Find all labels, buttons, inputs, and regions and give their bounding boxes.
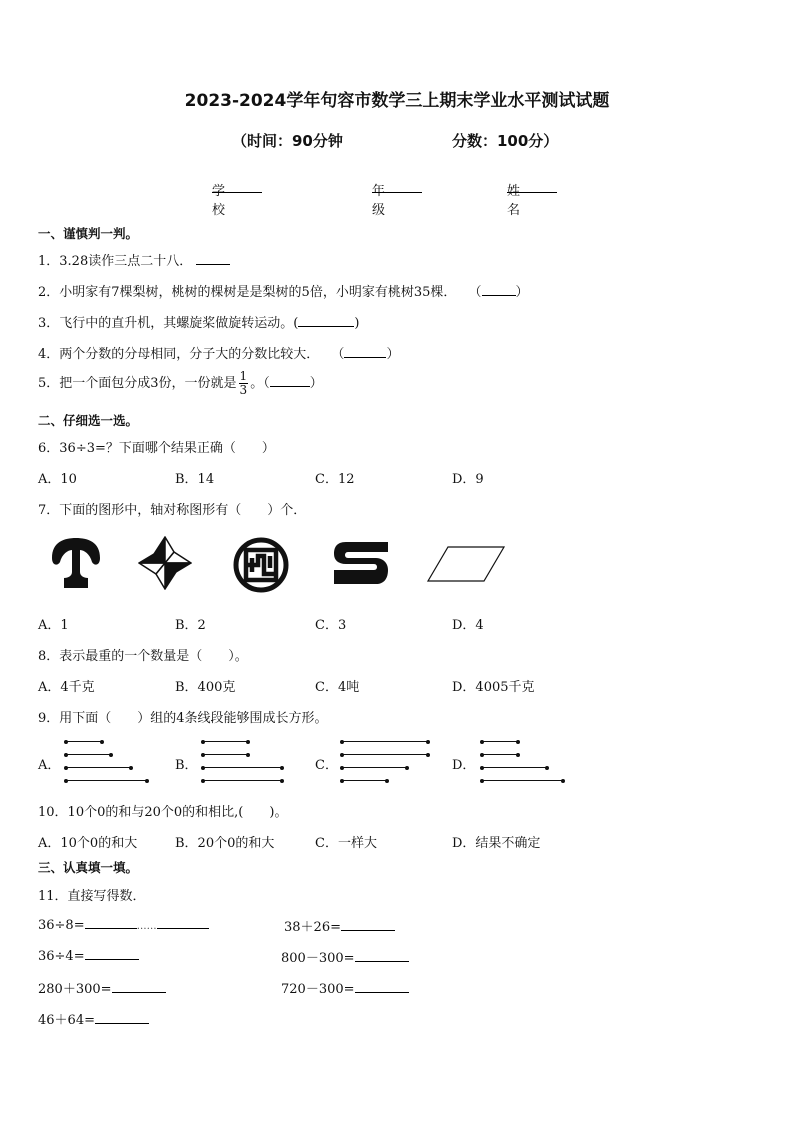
segment-endpoint [340,779,344,783]
question-1: 1．3.28读作三点二十八． [38,250,230,269]
q9-option-c[interactable]: C． [315,758,338,773]
calc-item: 36÷8= …… [38,916,209,933]
segment-endpoint [246,740,250,744]
segment-endpoint [280,779,284,783]
line-segment [66,754,111,755]
segment-endpoint [340,740,344,744]
q10-option-b[interactable]: B．20个0的和大 [175,836,275,851]
q9-option-d[interactable]: D． [452,758,476,773]
calc-item: 800－300= [281,947,409,966]
segment-endpoint [201,766,205,770]
segment-endpoint [516,740,520,744]
segment-endpoint [480,779,484,783]
section-title-choose: 二、仔细选一选。 [38,413,139,428]
question-5: 5．把一个面包分成3份，一份就是 $\frac{1}{3}$ 。（ ） [38,369,323,397]
exam-title: 2023-2024学年句容市数学三上期末学业水平测试试题 [184,91,610,111]
question-9: 9．用下面（ ）组的4条线段能够围成长方形。 [38,711,328,726]
line-segment [203,754,248,755]
answer-blank[interactable] [85,947,139,960]
answer-blank[interactable] [355,980,409,993]
line-segment [342,780,387,781]
fraction: $\frac{1}{3}$ [239,369,248,397]
segment-endpoint [109,753,113,757]
q7-option-b[interactable]: B．2 [175,618,206,633]
segment-endpoint [201,740,205,744]
line-segment [66,780,147,781]
segment-endpoint [145,779,149,783]
time-label: （时间：90分钟 [232,132,343,150]
q8-option-c[interactable]: C．4吨 [315,680,360,695]
segment-endpoint [64,766,68,770]
q10-option-d[interactable]: D．结果不确定 [452,836,541,851]
q6-option-b[interactable]: B．14 [175,472,215,487]
line-segment [342,767,407,768]
q7-option-a[interactable]: A．1 [38,618,69,633]
question-10: 10．10个0的和与20个0的和相比,( )。 [38,805,288,820]
question-2: 2．小明家有7棵梨树，桃树的棵树是是梨树的5倍，小明家有桃树35棵． （ ） [38,285,529,300]
question-8: 8．表示最重的一个数量是（ ）。 [38,649,248,664]
calc-item: 38＋26= [284,916,395,935]
q10-option-c[interactable]: C．一样大 [315,836,377,851]
calc-item: 36÷4= [38,947,139,964]
q7-option-c[interactable]: C．3 [315,618,347,633]
segment-endpoint [340,753,344,757]
segment-endpoint [480,753,484,757]
segment-endpoint [340,766,344,770]
line-segment [342,754,428,755]
q6-option-a[interactable]: A．10 [38,472,77,487]
bank-logo-icon [232,536,290,594]
segment-endpoint [64,779,68,783]
pinwheel-icon [136,534,194,592]
q10-option-a[interactable]: A．10个0的和大 [38,836,138,851]
line-segment [342,741,428,742]
line-segment [203,741,248,742]
segment-endpoint [64,740,68,744]
segment-endpoint [561,779,565,783]
segment-endpoint [426,740,430,744]
answer-blank[interactable] [298,314,354,327]
line-segment [482,741,518,742]
question-3: 3．飞行中的直升机，其螺旋桨做旋转运动。( ) [38,316,360,331]
question-6: 6．36÷3=？下面哪个结果正确（ ） [38,441,275,456]
q6-option-d[interactable]: D．9 [452,472,484,487]
q6-option-c[interactable]: C．12 [315,472,355,487]
score-label: 分数：100分） [452,132,559,150]
segment-endpoint [64,753,68,757]
calc-item: 720－300= [281,978,409,997]
segment-endpoint [516,753,520,757]
segment-endpoint [480,766,484,770]
anchor-logo-icon [48,536,104,592]
line-segment [482,767,547,768]
answer-blank[interactable] [482,283,516,296]
answer-blank[interactable] [85,916,137,929]
q8-option-d[interactable]: D．4005千克 [452,680,535,695]
segment-endpoint [545,766,549,770]
segment-endpoint [426,753,430,757]
line-segment [66,741,102,742]
segment-endpoint [100,740,104,744]
answer-blank[interactable] [355,949,409,962]
answer-blank[interactable] [95,1011,149,1024]
answer-blank[interactable] [112,980,166,993]
calc-item: 280＋300= [38,978,166,997]
segment-endpoint [201,779,205,783]
q9-option-b[interactable]: B． [175,758,198,773]
answer-blank[interactable] [344,345,386,358]
parallelogram-icon [426,545,506,583]
q8-option-a[interactable]: A．4千克 [38,680,95,695]
q7-option-d[interactable]: D．4 [452,618,484,633]
section-title-judge: 一、谨慎判一判。 [38,226,139,241]
answer-blank[interactable] [157,916,209,929]
line-segment [482,754,518,755]
line-segment [203,767,282,768]
question-7: 7．下面的图形中，轴对称图形有（ ）个． [38,503,307,518]
q8-option-b[interactable]: B．400克 [175,680,236,695]
answer-blank[interactable] [196,252,230,265]
segment-endpoint [280,766,284,770]
segment-endpoint [480,740,484,744]
line-segment [66,767,131,768]
answer-blank[interactable] [270,374,310,387]
answer-blank[interactable] [341,918,395,931]
s-logo-icon [332,540,390,586]
line-segment [203,780,282,781]
calc-item: 46＋64= [38,1009,149,1028]
exam-page: 2023-2024学年句容市数学三上期末学业水平测试试题 （时间：90分钟 分数：100分） 学校 年级 姓名 一、谨慎判一判。 1．3.28读作三点二十八． 2．小明家有7棵梨树，桃树的棵树是是梨树的5倍，小明家有桃树35棵． （ ） 3．飞行中的直升机，其螺旋桨做旋转运动。( ) 4．两个分数的分母相同，分子大的分数比较大． （ ） 5．把一个面包分成3份，一份就是 $\frac{1}{3}$ 。（ ） 二、仔细选一选。 6．36÷3=？下面哪个结果正确（ ） A．10 B．14 C．12 D．9 7．下面的图形中，轴对称图形有（ ）个． A．1 B．2 C．3 D．4 8．表示最重的一个数量是（ ）。 A．4千克 B．400克 C．4吨 D．4005千克 9．用下面（ ）组的4条线段能够围成长方形。 A． B． C． D． 10．10个0的和与20个0的和相比,( )。 A．10个0的和大 B．20个0的和大 C．一样大 D．结果不确定 三、认真填一填。 11．直接写得数． 36÷8= …… 38＋26= 36÷4= 800－300= 280＋300= 720－300= 46＋64= [0,0,794,1123]
q9-option-a[interactable]: A． [38,758,61,773]
segment-endpoint [405,766,409,770]
question-11: 11．直接写得数． [38,889,146,904]
segment-endpoint [385,779,389,783]
segment-endpoint [129,766,133,770]
segment-endpoint [201,753,205,757]
section-title-fill: 三、认真填一填。 [38,860,139,875]
question-4: 4．两个分数的分母相同，分子大的分数比较大． （ ） [38,347,400,362]
segment-endpoint [246,753,250,757]
line-segment [482,780,563,781]
